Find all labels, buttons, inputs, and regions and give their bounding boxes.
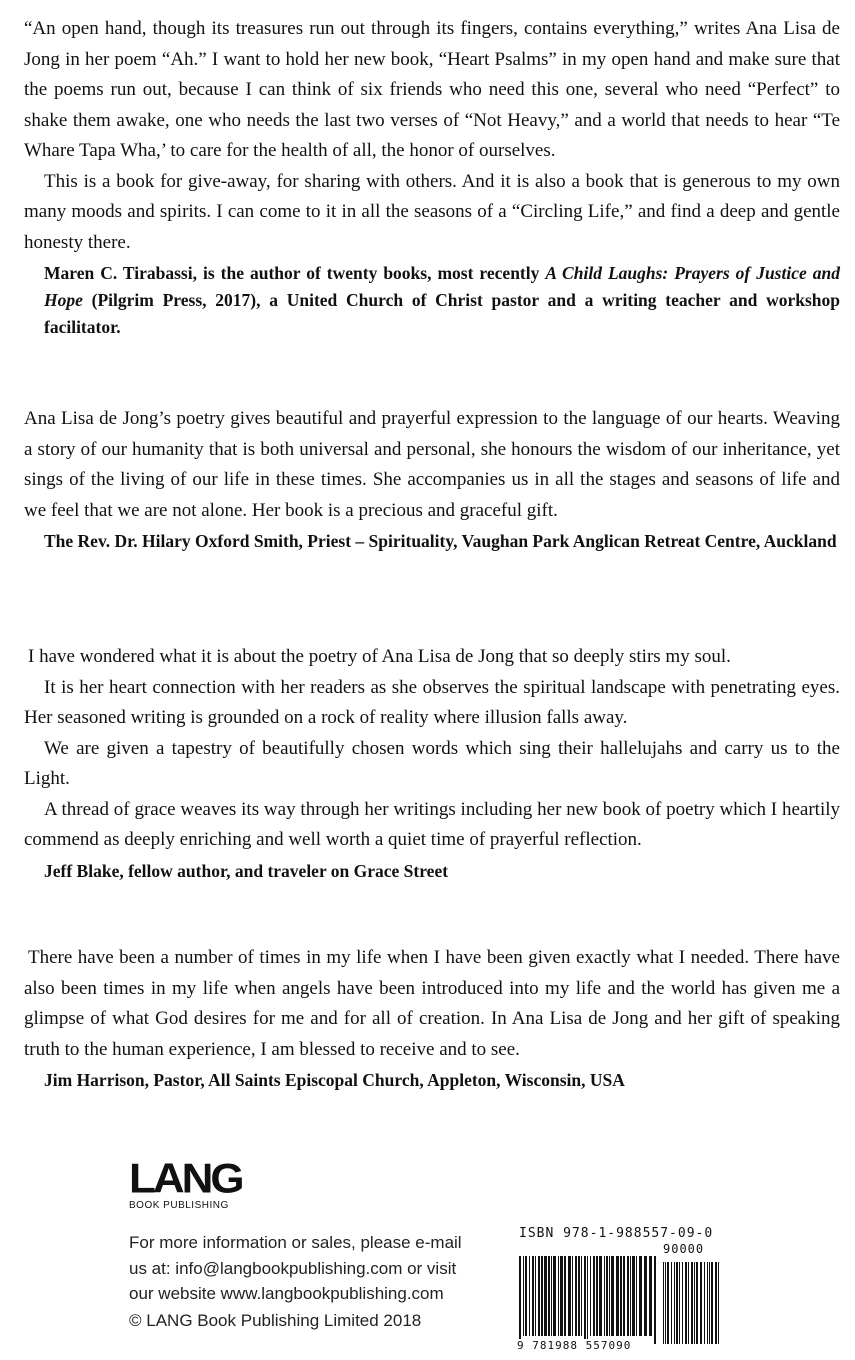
endorsement-1-para-2: This is a book for give-away, for sharing with others. And it is also a book that is generous to my own many moods and spirits. I can come to it in all the seasons of a “Circling Life,” and find a deep and gentle honesty there.	[24, 170, 840, 253]
isbn-number: ISBN 978-1-988557-09-0	[519, 1226, 714, 1241]
contact-line: our website www.langbookpublishing.com	[129, 1284, 444, 1303]
endorsement-4-attribution: Jim Harrison, Pastor, All Saints Episcopal Church, Appleton, Wisconsin, USA	[44, 1070, 625, 1090]
attribution-text: (Pilgrim Press, 2017), a United Church of Christ pastor and a writing teacher and workshop facilitator.	[44, 290, 840, 337]
publisher-contact	[129, 1230, 501, 1333]
logo-subtitle: BOOK PUBLISHING	[129, 1200, 229, 1211]
endorsement-2-attribution: The Rev. Dr. Hilary Oxford Smith, Priest – Spirituality, Vaughan Park Anglican Retreat Centre, Auckland	[44, 531, 837, 551]
book-title: A Child Laughs: Prayers of Justice and Hope	[44, 263, 840, 310]
endorsement-1	[24, 14, 840, 341]
endorsement-3-para-3: We are given a tapestry of beautifully chosen words which sing their hallelujahs and carry us to the Light.	[24, 737, 840, 789]
endorsement-4-para-1: There have been a number of times in my life when I have been given exactly what I needed. There have also been times in my life when angels have been introduced into my life and the world has given me a glimpse of what God desires for me and for all of creation. In Ana Lisa de Jong and her gift of speaking truth to the human experience, I am blessed to receive and to see.	[24, 947, 840, 1060]
publisher-logo	[129, 1155, 242, 1211]
barcode-digits: 9 781988 557090	[517, 1339, 632, 1352]
attribution-text: Maren C. Tirabassi, is the author of twenty books, most recently	[44, 263, 546, 283]
price-code: 90000	[663, 1242, 705, 1256]
contact-line: us at: info@langbookpublishing.com or visit	[129, 1258, 457, 1278]
endorsement-4	[24, 943, 840, 1094]
copyright-line: © LANG Book Publishing Limited 2018	[129, 1310, 422, 1330]
endorsement-1-para-1: “An open hand, though its treasures run out through its fingers, contains everything,” writes Ana Lisa de Jong in her poem “Ah.” I want to hold her new book, “Heart Psalms” in my open hand and make sure that the poems run out, because I can think of six friends who need this one, several who need “Perfect” to shake them awake, one who needs the last two verses of “Not Heavy,” and a world that needs to hear “Te Whare Tapa Wha,’ to care for the health of all, the honor of ourselves.	[24, 18, 840, 161]
endorsement-1-attribution	[44, 260, 840, 341]
endorsement-3-para-2: It is her heart connection with her readers as she observes the spiritual landscape with penetrating eyes. Her seasoned writing is grounded on a rock of reality where illusion falls away.	[24, 676, 840, 728]
endorsement-3-para-1: I have wondered what it is about the poetry of Ana Lisa de Jong that so deeply stirs my soul.	[28, 646, 731, 667]
endorsement-3	[24, 642, 840, 885]
endorsement-3-attribution: Jeff Blake, fellow author, and traveler on Grace Street	[44, 860, 449, 881]
endorsement-2-para-1: Ana Lisa de Jong’s poetry gives beautiful and prayerful expression to the language of our hearts. Weaving a story of our humanity that is both universal and personal, she honours the wisdom of our inheritance, yet sings of the living of our life in these times. She accompanies us in all the stages and seasons of life and we feel that we are not alone. Her book is a precious and graceful gift.	[24, 408, 840, 521]
logo-wordmark: LANG	[129, 1155, 242, 1202]
barcode-bars	[515, 1256, 725, 1346]
endorsement-2	[24, 404, 840, 555]
isbn-barcode	[515, 1226, 725, 1356]
endorsement-3-para-4: A thread of grace weaves its way through her writings including her new book of poetry which I heartily commend as deeply enriching and well worth a quiet time of prayerful reflection.	[24, 798, 840, 850]
contact-line: For more information or sales, please e-mail	[129, 1233, 462, 1252]
